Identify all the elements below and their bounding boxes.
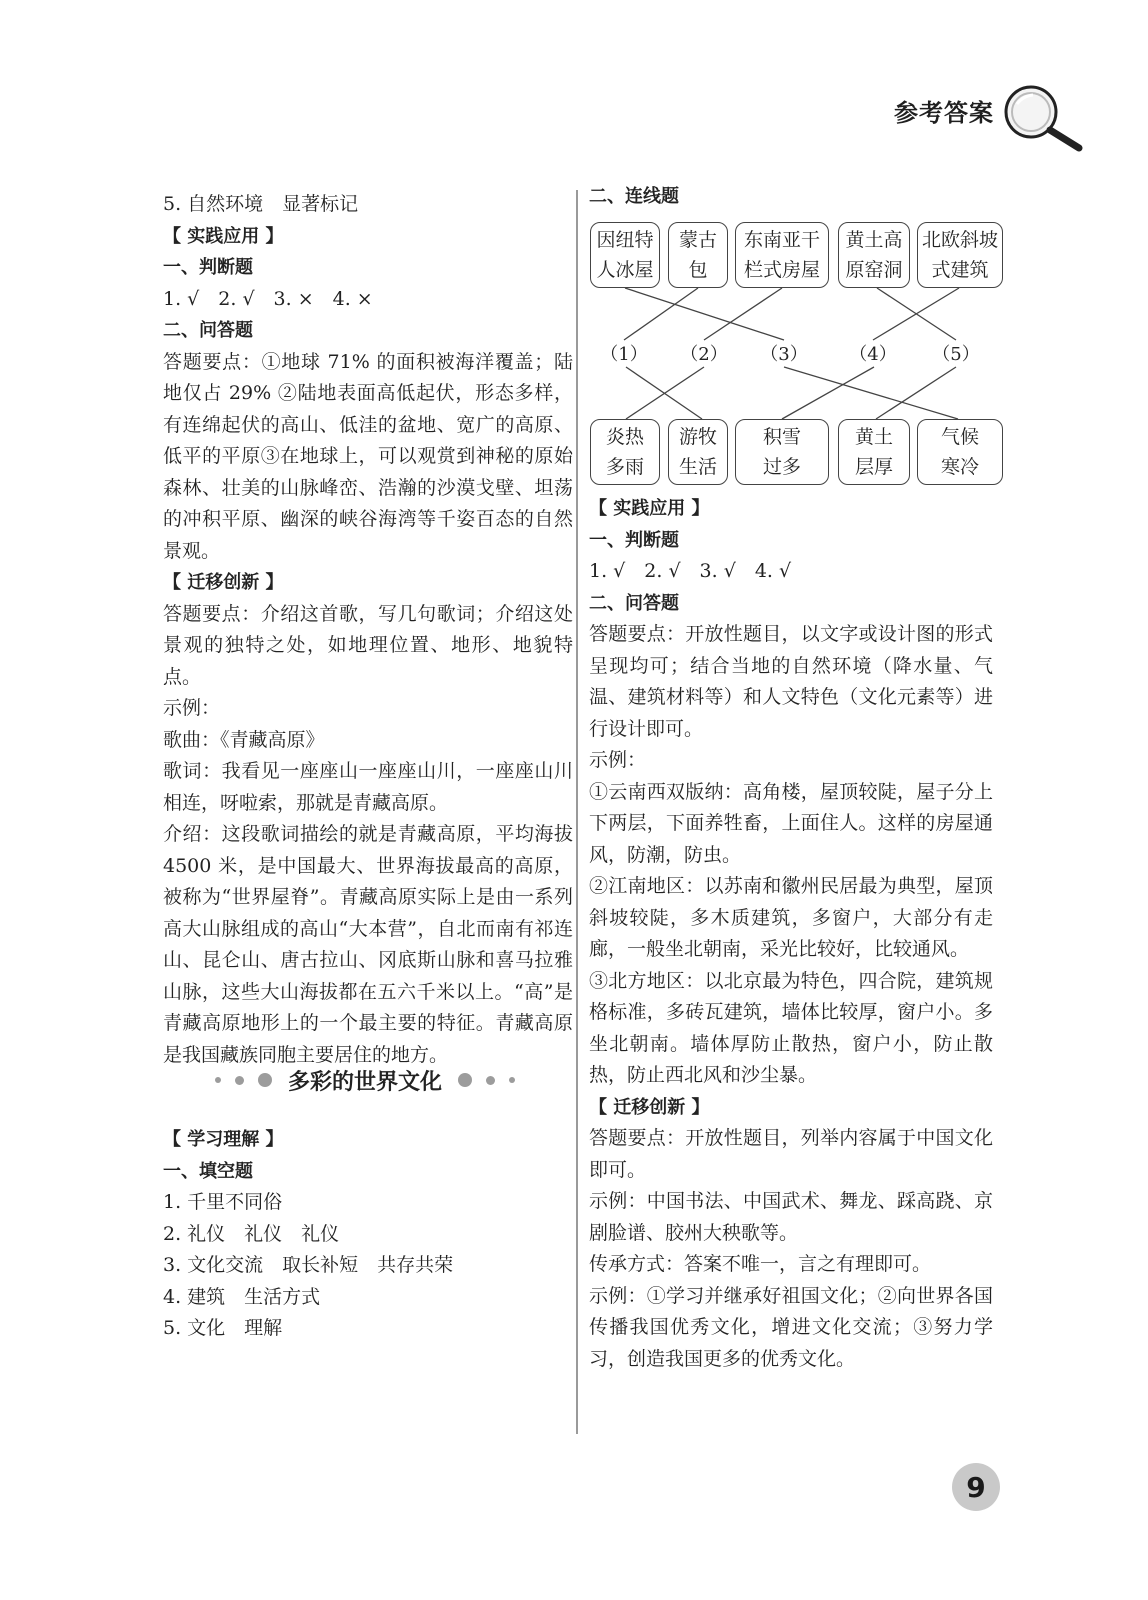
match-number: （2） xyxy=(680,344,728,365)
practice-header: 【 实践应用 】 xyxy=(163,225,284,247)
top-box-4: 黄土高 原窑洞 xyxy=(838,222,910,288)
fill-answer: 3. 文化交流 取长补短 共存共荣 xyxy=(163,1254,454,1276)
match-line xyxy=(625,288,784,340)
transfer-header: 【 迁移创新 】 xyxy=(163,572,284,593)
bottom-box-3: 积雪 过多 xyxy=(735,419,829,485)
fill-answer: 1. 千里不同俗 xyxy=(163,1191,283,1213)
fill-answer: 2. 礼仪 礼仪 礼仪 xyxy=(163,1222,340,1245)
study-header: 【 学习理解 】 xyxy=(163,1129,284,1150)
judge-answers: 1. √ 2. √ 3. × 4. × xyxy=(163,287,373,310)
top-box-3: 东南亚干 栏式房屋 xyxy=(735,222,829,288)
left-dots xyxy=(215,1073,272,1087)
transfer-example: 示例：中国书法、中国武术、舞龙、踩高跷、京剧脸谱、胶州大秧歌等。 xyxy=(589,1190,993,1244)
match-line xyxy=(626,367,704,419)
example-label: 示例： xyxy=(589,749,647,771)
match-line xyxy=(784,367,958,419)
intro-text: 介绍：这段歌词描绘的就是青藏高原，平均海拔 4500 米，是中国最大、世界海拔最高的高原，被称为“世界屋脊”。青藏高原实际上是由一系列高大山脉组成的高山“大本营”，自北而南有祁连山、昆仑山、唐古拉山、冈底斯山脉和喜马拉雅山脉，这些大山海拔都在五六千米以上。“高”是青藏高原地形上的一个最主要的特征。青藏高原是我国藏族同胞主要居住的地方。 xyxy=(163,823,573,1066)
match-line xyxy=(877,288,956,340)
fill-title: 一、填空题 xyxy=(163,1160,253,1182)
qa-text: 答题要点：①地球 71% 的面积被海洋覆盖；陆地仅占 29% ②陆地表面高低起伏，形态多样，有连绵起伏的高山、低洼的盆地、宽广的高原、低平的平原③在地球上，可以观赏到神秘的原始森林、壮美的山脉峰峦、浩瀚的沙漠戈壁、坦荡的冲积平原、幽深的峡谷海湾等千姿百态的自然景观。 xyxy=(163,350,573,562)
match-number: （3） xyxy=(760,344,808,365)
chapter-title: 多彩的世界文化 xyxy=(287,1069,442,1095)
judge-title: 一、判断题 xyxy=(589,529,679,551)
page-number: 9 xyxy=(952,1463,1000,1511)
top-box-1: 因纽特 人冰屋 xyxy=(590,222,660,288)
chapter-heading xyxy=(205,1062,525,1098)
match-line xyxy=(876,367,956,419)
match-number: （1） xyxy=(600,344,648,365)
header-title: 参考答案 xyxy=(894,99,994,127)
transfer-text: 答题要点：开放性题目，列举内容属于中国文化即可。 xyxy=(589,1127,993,1181)
transfer-text: 答题要点：介绍这首歌，写几句歌词；介绍这处景观的独特之处，如地理位置、地形、地貌特点。 xyxy=(163,602,573,688)
top-box-5: 北欧斜坡 式建筑 xyxy=(917,222,1003,288)
match-number: （4） xyxy=(849,344,897,365)
qa-title: 二、问答题 xyxy=(163,320,253,341)
magnifier-icon xyxy=(995,82,1085,154)
bottom-box-1: 炎热 多雨 xyxy=(590,419,660,485)
match-number: （5） xyxy=(932,344,980,365)
example-jiangnan: ②江南地区：以苏南和徽州民居最为典型，屋顶斜坡较陡，多木质建筑，多窗户，大部分有走廊，一般坐北朝南，采光比较好，比较通风。 xyxy=(589,875,993,960)
left-column xyxy=(163,189,573,1071)
example-yunnan: ①云南西双版纳：高角楼，屋顶较陡，屋子分上下两层，下面养牲畜，上面住人。这样的房屋通风，防潮，防虫。 xyxy=(589,780,993,866)
practice-header: 【 实践应用 】 xyxy=(589,498,710,519)
qa-title: 二、问答题 xyxy=(589,592,679,614)
transfer-header: 【 迁移创新 】 xyxy=(589,1096,710,1118)
right-column-text xyxy=(589,493,993,1375)
match-title: 二、连线题 xyxy=(589,186,679,207)
fill-answer: 5. 文化 理解 xyxy=(163,1317,283,1339)
match-line xyxy=(873,288,959,340)
fill-answer: 4. 建筑 生活方式 xyxy=(163,1285,321,1308)
inherit-example: 示例：①学习并继承好祖国文化；②向世界各国传播我国优秀文化，增进文化交流；③努力学习，创造我国更多的优秀文化。 xyxy=(589,1284,993,1370)
match-line xyxy=(624,288,698,340)
bottom-box-2: 游牧 生活 xyxy=(668,419,728,485)
right-dots xyxy=(458,1073,515,1087)
match-line xyxy=(782,367,874,419)
column-divider xyxy=(576,190,578,1434)
answer-item-5: 5. 自然环境 显著标记 xyxy=(163,193,359,215)
judge-title: 一、判断题 xyxy=(163,257,253,278)
top-box-2: 蒙古 包 xyxy=(668,222,728,288)
judge-answers: 1. √ 2. √ 3. √ 4. √ xyxy=(589,560,792,582)
example-north: ③北方地区：以北京最为特色，四合院，建筑规格标准，多砖瓦建筑，墙体比较厚，窗户小。多坐北朝南。墙体厚防止散热，窗户小，防止散热，防止西北风和沙尘暴。 xyxy=(589,969,993,1086)
bottom-box-5: 气候 寒冷 xyxy=(917,419,1003,485)
song-title: 歌曲：《青藏高原》 xyxy=(163,728,325,751)
example-label: 示例： xyxy=(163,697,221,719)
inherit-text: 传承方式：答案不唯一，言之有理即可。 xyxy=(589,1253,932,1275)
match-line xyxy=(626,367,702,419)
match-line xyxy=(704,288,782,340)
left-bottom-section xyxy=(163,1124,573,1345)
bottom-box-4: 黄土 层厚 xyxy=(838,419,910,485)
qa-text: 答题要点：开放性题目，以文字或设计图的形式呈现均可；结合当地的自然环境（降水量、气温、建筑材料等）和人文特色（文化元素等）进行设计即可。 xyxy=(589,623,993,740)
lyrics: 歌词：我看见一座座山一座座山川，一座座山川相连，呀啦索，那就是青藏高原。 xyxy=(163,760,573,814)
